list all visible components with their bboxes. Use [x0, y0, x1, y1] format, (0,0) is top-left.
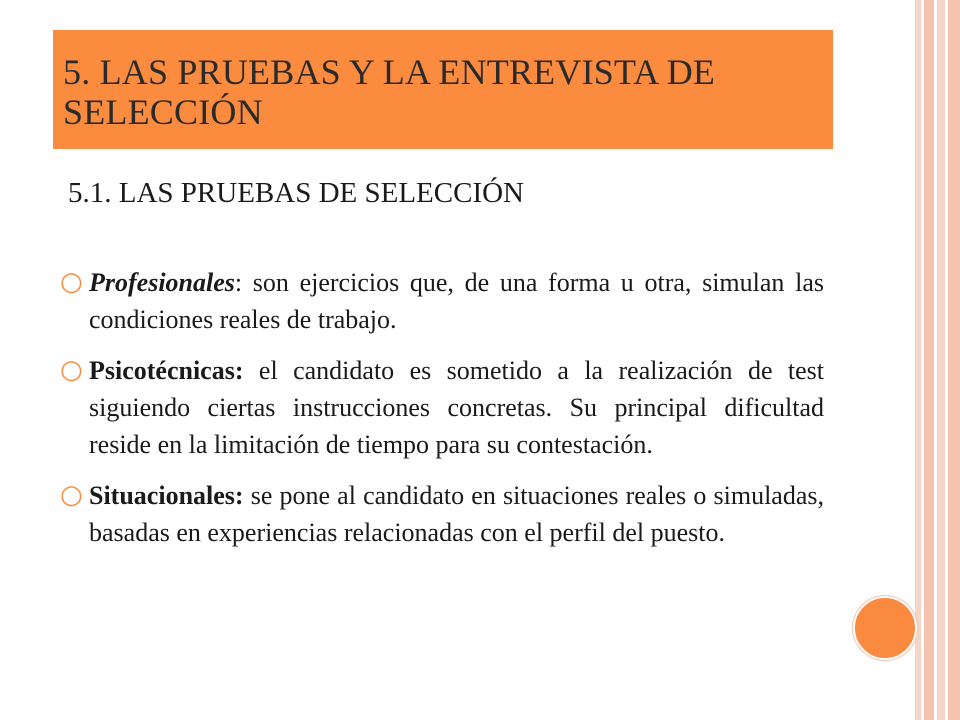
- bullet-term: Profesionales: [89, 268, 235, 297]
- slide-subtitle: 5.1. LAS PRUEBAS DE SELECCIÓN: [68, 177, 524, 209]
- bullet-list: [58, 264, 824, 565]
- decorative-border: [915, 0, 960, 720]
- slide-title: 5. LAS PRUEBAS Y LA ENTREVISTA DE SELECCIÓN: [63, 52, 716, 132]
- bullet-item: [58, 264, 824, 338]
- circle-bullet-icon: ○: [60, 355, 83, 385]
- bullet-item: [58, 352, 824, 463]
- title-bar: [53, 30, 833, 149]
- bullet-item: [58, 477, 824, 551]
- circle-bullet-icon: ○: [60, 480, 83, 510]
- bullet-text: : son ejercicios que, de una forma u otra, simulan las condiciones reales de trabajo.: [89, 268, 824, 334]
- bullet-text: el candidato es sometido a la realización de test siguiendo ciertas instrucciones concretas. Su principal dificultad reside en la limitación de tiempo para su contestación.: [89, 356, 824, 459]
- bullet-term: Situacionales:: [89, 481, 244, 510]
- bullet-text: se pone al candidato en situaciones reales o simuladas, basadas en experiencias relacionadas con el perfil del puesto.: [89, 481, 824, 547]
- decorative-circle: [853, 596, 917, 660]
- bullet-term: Psicotécnicas:: [89, 356, 244, 385]
- circle-bullet-icon: ○: [60, 267, 83, 297]
